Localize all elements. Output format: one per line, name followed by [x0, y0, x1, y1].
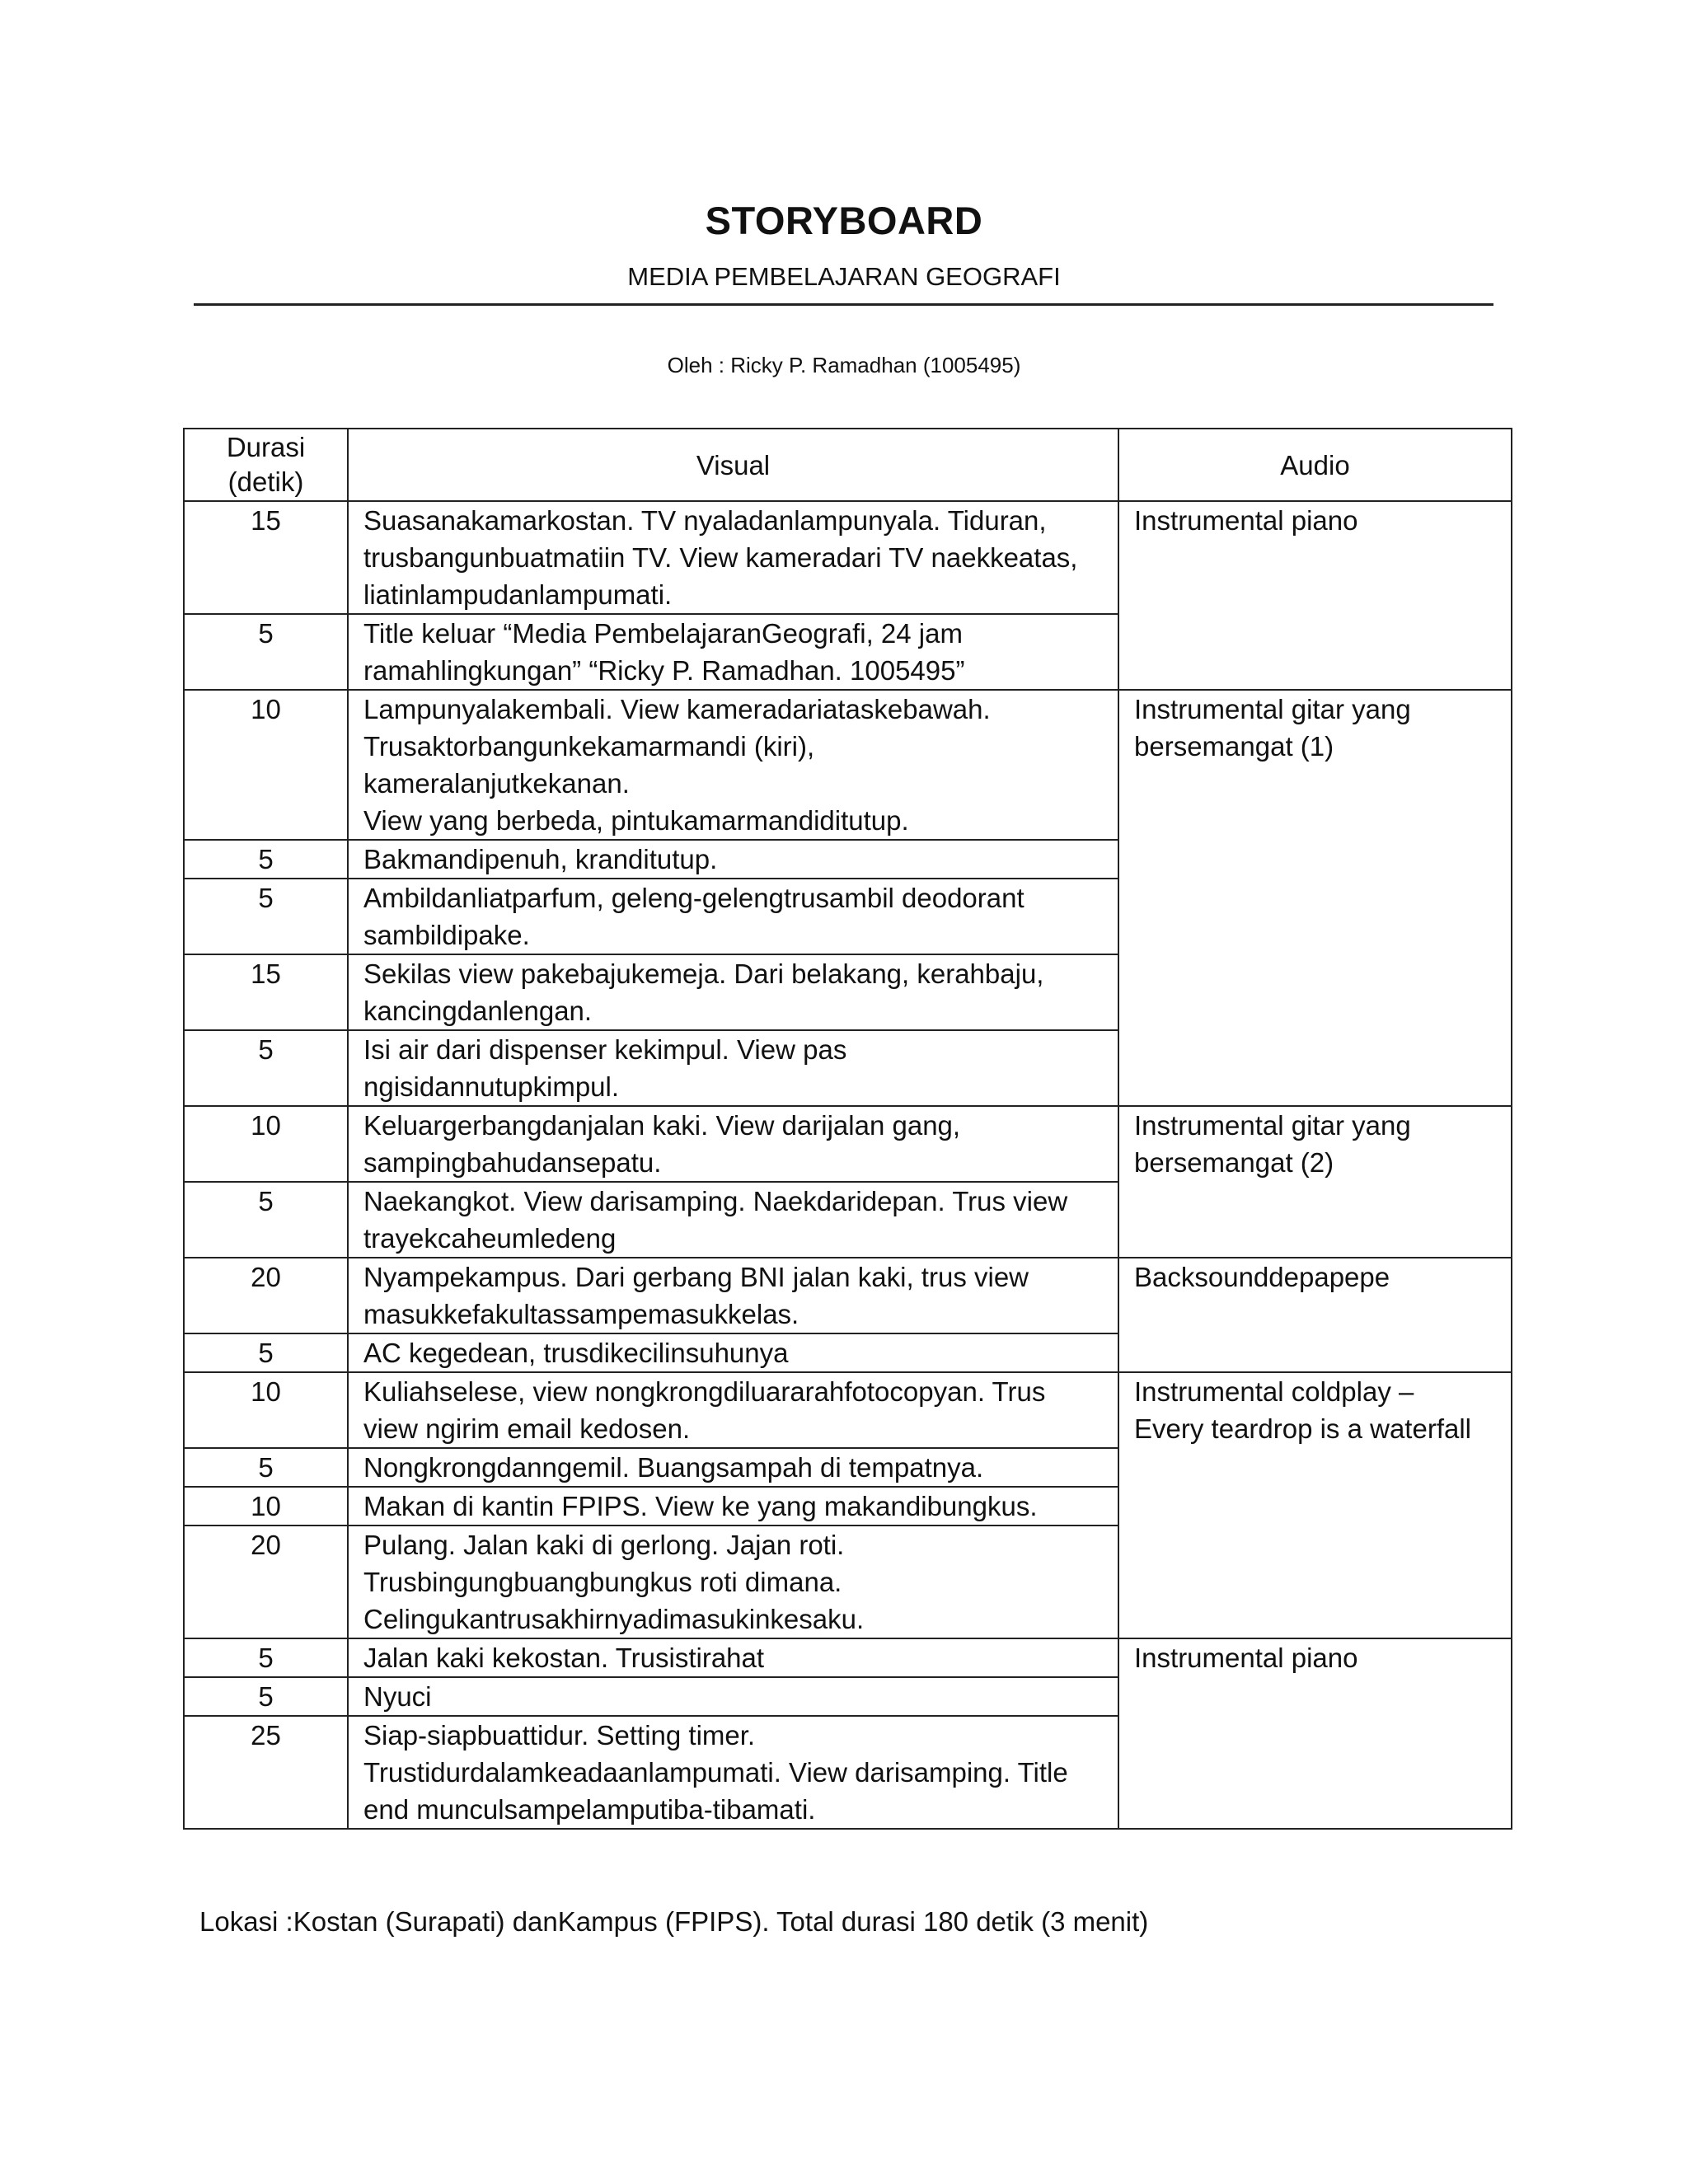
- duration-cell: 20: [184, 1526, 348, 1638]
- duration-cell: 5: [184, 879, 348, 954]
- table-body: [184, 501, 1512, 1829]
- duration-cell: 5: [184, 1182, 348, 1258]
- duration-cell: 5: [184, 840, 348, 879]
- duration-cell: 5: [184, 1677, 348, 1716]
- audio-cell: Instrumental gitar yang bersemangat (1): [1118, 690, 1512, 1106]
- document-subtitle: MEDIA PEMBELAJARAN GEOGRAFI: [627, 262, 1061, 291]
- header-durasi: Durasi (detik): [184, 429, 348, 501]
- visual-cell: Pulang. Jalan kaki di gerlong. Jajan roti. Trusbingungbuangbungkus roti dimana. Celingukantrusakhirnyadimasukinkesaku.: [348, 1526, 1118, 1638]
- header-audio: Audio: [1118, 429, 1512, 501]
- visual-cell: Nyampekampus. Dari gerbang BNI jalan kaki, trus view masukkefakultassampemasukkelas.: [348, 1258, 1118, 1333]
- table-row: [184, 1258, 1512, 1333]
- visual-cell: Suasanakamarkostan. TV nyaladanlampunyala. Tiduran, trusbangunbuatmatiin TV. View kameradari TV naekkeatas, liatinlampudanlampumati.: [348, 501, 1118, 614]
- duration-cell: 10: [184, 690, 348, 840]
- table-row: [184, 1372, 1512, 1448]
- audio-cell: Backsounddepapepe: [1118, 1258, 1512, 1372]
- table-row: [184, 1106, 1512, 1182]
- author-line: Oleh : Ricky P. Ramadhan (1005495): [667, 353, 1021, 377]
- visual-cell: Jalan kaki kekostan. Trusistirahat: [348, 1638, 1118, 1677]
- visual-cell: Nyuci: [348, 1677, 1118, 1716]
- visual-cell: Ambildanliatparfum, geleng-gelengtrusambil deodorant sambildipake.: [348, 879, 1118, 954]
- visual-cell: Title keluar “Media PembelajaranGeografi, 24 jam ramahlingkungan” “Ricky P. Ramadhan. 1005495”: [348, 614, 1118, 690]
- visual-cell: Bakmandipenuh, kranditutup.: [348, 840, 1118, 879]
- audio-cell: Instrumental coldplay – Every teardrop is a waterfall: [1118, 1372, 1512, 1638]
- duration-cell: 5: [184, 614, 348, 690]
- duration-cell: 10: [184, 1106, 348, 1182]
- duration-cell: 10: [184, 1372, 348, 1448]
- header-visual: Visual: [348, 429, 1118, 501]
- duration-cell: 5: [184, 1030, 348, 1106]
- duration-cell: 20: [184, 1258, 348, 1333]
- document-title: STORYBOARD: [705, 199, 983, 242]
- duration-cell: 5: [184, 1638, 348, 1677]
- visual-cell: Kuliahselese, view nongkrongdiluararahfotocopyan. Trus view ngirim email kedosen.: [348, 1372, 1118, 1448]
- storyboard-table: [183, 428, 1512, 1830]
- table-row: [184, 690, 1512, 840]
- footer-note: Lokasi :Kostan (Surapati) danKampus (FPIPS). Total durasi 180 detik (3 menit): [199, 1906, 1149, 1937]
- duration-cell: 5: [184, 1448, 348, 1487]
- title-divider: [194, 303, 1493, 306]
- visual-cell: Nongkrongdanngemil. Buangsampah di tempatnya.: [348, 1448, 1118, 1487]
- visual-cell: Isi air dari dispenser kekimpul. View pas ngisidannutupkimpul.: [348, 1030, 1118, 1106]
- visual-cell: Makan di kantin FPIPS. View ke yang makandibungkus.: [348, 1487, 1118, 1526]
- visual-cell: Naekangkot. View darisamping. Naekdaridepan. Trus view trayekcaheumledeng: [348, 1182, 1118, 1258]
- duration-cell: 25: [184, 1716, 348, 1829]
- audio-cell: Instrumental piano: [1118, 501, 1512, 690]
- duration-cell: 15: [184, 501, 348, 614]
- visual-cell: Lampunyalakembali. View kameradariataskebawah. Trusaktorbangunkekamarmandi (kiri), kameralanjutkekanan. View yang berbeda, pintukamarmandiditutup.: [348, 690, 1118, 840]
- audio-cell: Instrumental gitar yang bersemangat (2): [1118, 1106, 1512, 1258]
- visual-cell: AC kegedean, trusdikecilinsuhunya: [348, 1333, 1118, 1372]
- visual-cell: Sekilas view pakebajukemeja. Dari belakang, kerahbaju, kancingdanlengan.: [348, 954, 1118, 1030]
- table-row: [184, 1638, 1512, 1677]
- duration-cell: 10: [184, 1487, 348, 1526]
- audio-cell: Instrumental piano: [1118, 1638, 1512, 1829]
- table-header-row: [184, 429, 1512, 501]
- duration-cell: 5: [184, 1333, 348, 1372]
- duration-cell: 15: [184, 954, 348, 1030]
- visual-cell: Keluargerbangdanjalan kaki. View darijalan gang, sampingbahudansepatu.: [348, 1106, 1118, 1182]
- visual-cell: Siap-siapbuattidur. Setting timer. Trustidurdalamkeadaanlampumati. View darisamping. Title end munculsampelamputiba-tibamati.: [348, 1716, 1118, 1829]
- table-row: [184, 501, 1512, 614]
